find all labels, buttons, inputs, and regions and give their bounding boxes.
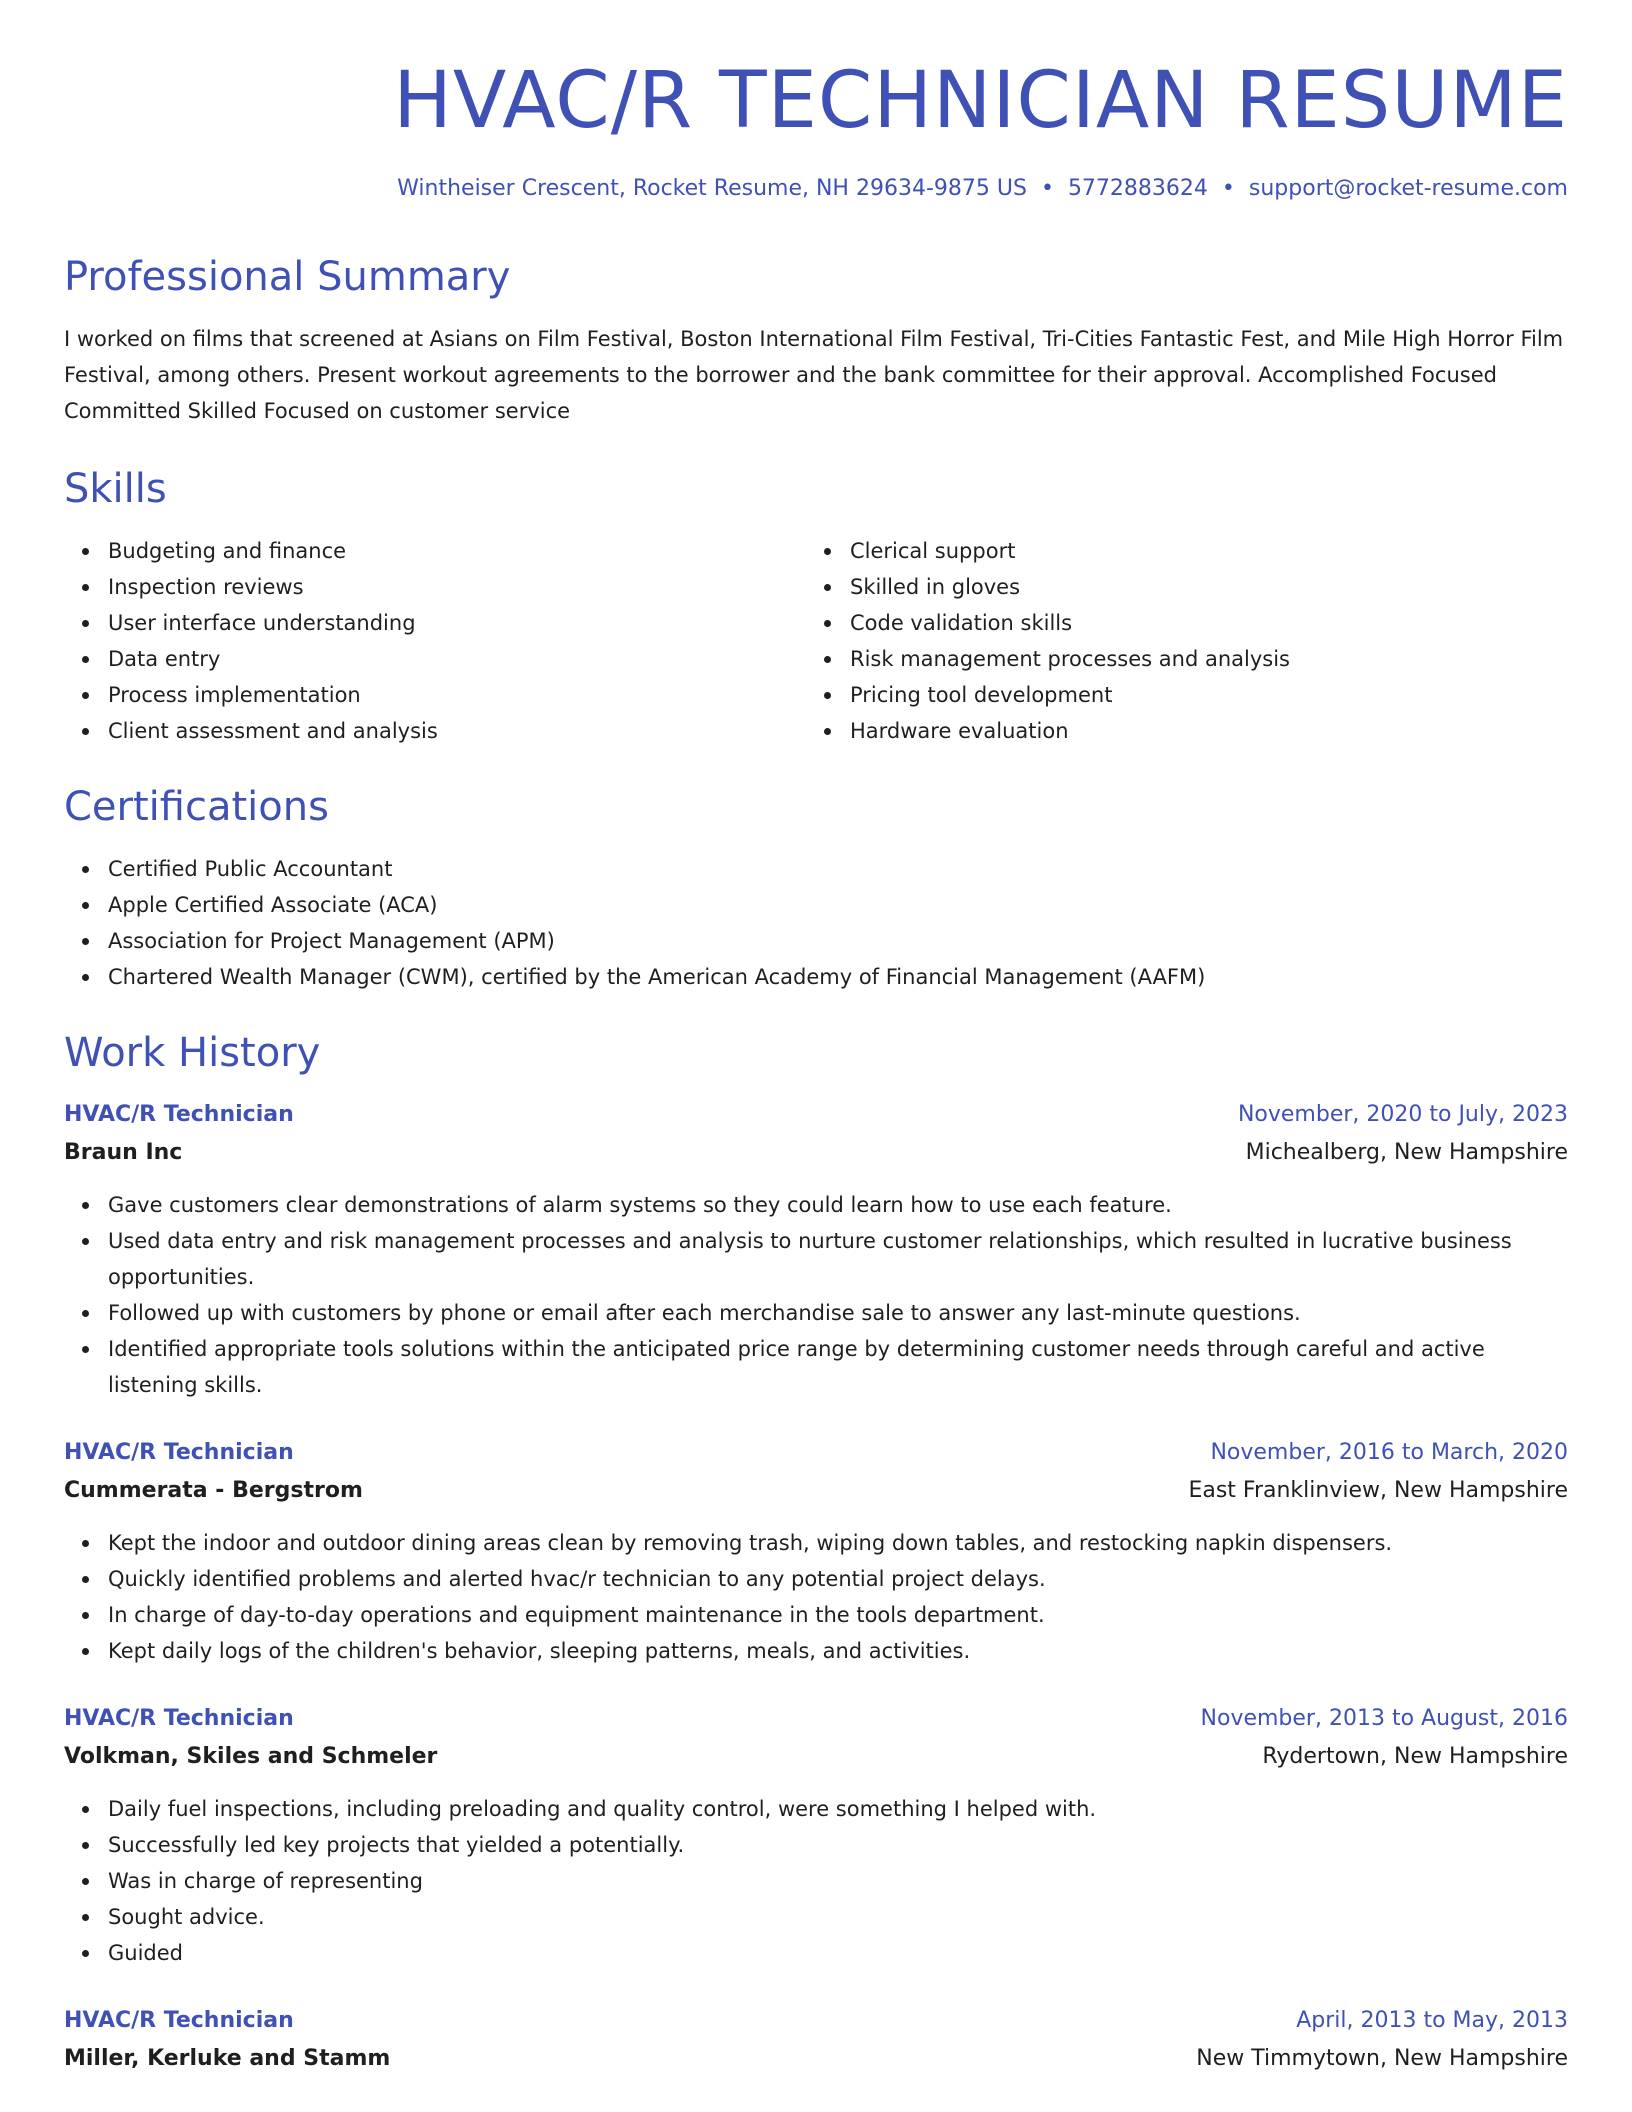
job-entry [64, 1701, 1568, 1971]
job-bullet: Guided [64, 1935, 1568, 1971]
summary-heading: Professional Summary [64, 254, 511, 300]
skill-item: Skilled in gloves [806, 569, 1548, 605]
certifications-list [64, 851, 1568, 995]
job-bullet: Quickly identified problems and alerted hvac/r technician to any potential project delays. [64, 1561, 1568, 1597]
skill-item: Code validation skills [806, 605, 1548, 641]
skill-item: Pricing tool development [806, 677, 1548, 713]
skill-item: Clerical support [806, 533, 1548, 569]
skills-list [64, 533, 1568, 749]
certifications-heading: Certifications [64, 784, 329, 830]
contact-line [64, 176, 1568, 201]
job-bullets [64, 1791, 1568, 1971]
work-history-heading: Work History [64, 1030, 321, 1076]
job-bullet: Used data entry and risk management processes and analysis to nurture customer relationships, which resulted in lucrative business opportunities. [64, 1223, 1568, 1295]
job-title: HVAC/R Technician [64, 1440, 294, 1465]
resume-page [64, 0, 1568, 2112]
skill-item: Inspection reviews [64, 569, 806, 605]
job-dates: April, 2013 to May, 2013 [1296, 2008, 1568, 2033]
job-bullet: Daily fuel inspections, including preloading and quality control, were something I helped with. [64, 1791, 1568, 1827]
job-location: East Franklinview, New Hampshire [1188, 1478, 1568, 1503]
job-title: HVAC/R Technician [64, 2008, 294, 2033]
job-bullet: Successfully led key projects that yielded a potentially. [64, 1827, 1568, 1863]
contact-separator: • [1221, 176, 1235, 201]
job-header [64, 2003, 1568, 2039]
job-bullet: Kept the indoor and outdoor dining areas clean by removing trash, wiping down tables, and restocking napkin dispensers. [64, 1525, 1568, 1561]
certification-item: Chartered Wealth Manager (CWM), certified by the American Academy of Financial Management (AAFM) [64, 959, 1568, 995]
job-bullet: Gave customers clear demonstrations of alarm systems so they could learn how to use each feature. [64, 1187, 1568, 1223]
job-title: HVAC/R Technician [64, 1706, 294, 1731]
certification-item: Certified Public Accountant [64, 851, 1568, 887]
job-entry [64, 2003, 1568, 2079]
job-bullet: Sought advice. [64, 1899, 1568, 1935]
job-subheader [64, 2039, 1568, 2079]
job-bullet: In charge of day-to-day operations and equipment maintenance in the tools department. [64, 1597, 1568, 1633]
job-bullet: Identified appropriate tools solutions within the anticipated price range by determining customer needs through careful and active listening skills. [64, 1331, 1568, 1403]
contact-separator: • [1040, 176, 1054, 201]
job-dates: November, 2016 to March, 2020 [1210, 1440, 1568, 1465]
job-entry [64, 1097, 1568, 1403]
skill-item: Client assessment and analysis [64, 713, 806, 749]
job-header [64, 1097, 1568, 1133]
contact-address: Wintheiser Crescent, Rocket Resume, NH 29634-9875 US [397, 176, 1027, 201]
skill-item: User interface understanding [64, 605, 806, 641]
job-subheader [64, 1737, 1568, 1777]
job-header [64, 1701, 1568, 1737]
job-header [64, 1435, 1568, 1471]
job-title: HVAC/R Technician [64, 1102, 294, 1127]
skill-item: Data entry [64, 641, 806, 677]
job-bullet: Kept daily logs of the children's behavior, sleeping patterns, meals, and activities. [64, 1633, 1568, 1669]
skills-column-left [64, 533, 806, 749]
skills-column-right [806, 533, 1548, 749]
job-dates: November, 2013 to August, 2016 [1200, 1706, 1568, 1731]
job-bullet: Followed up with customers by phone or email after each merchandise sale to answer any last-minute questions. [64, 1295, 1568, 1331]
job-company: Cummerata - Bergstrom [64, 1478, 363, 1503]
job-company: Volkman, Skiles and Schmeler [64, 1744, 438, 1769]
skills-heading: Skills [64, 466, 167, 512]
skill-item: Risk management processes and analysis [806, 641, 1548, 677]
job-bullet: Was in charge of representing [64, 1863, 1568, 1899]
contact-email[interactable]: support@rocket-resume.com [1248, 176, 1568, 201]
summary-text: I worked on films that screened at Asians on Film Festival, Boston International Film Festival, Tri-Cities Fantastic Fest, and Mile High Horror Film Festival, among others. Present workout agreements to the borrower and the bank committee for their approval. Accomplished Focused Committed Skilled Focused on customer service [64, 327, 1564, 423]
job-company: Miller, Kerluke and Stamm [64, 2046, 391, 2071]
job-bullets [64, 1525, 1568, 1669]
job-location: Michealberg, New Hampshire [1245, 1140, 1568, 1165]
job-bullets [64, 1187, 1568, 1403]
skill-item: Process implementation [64, 677, 806, 713]
certification-item: Association for Project Management (APM) [64, 923, 1568, 959]
contact-phone: 5772883624 [1067, 176, 1208, 201]
skill-item: Hardware evaluation [806, 713, 1548, 749]
job-company: Braun Inc [64, 1140, 183, 1165]
job-dates: November, 2020 to July, 2023 [1237, 1102, 1568, 1127]
resume-title: HVAC/R TECHNICIAN RESUME [393, 56, 1568, 146]
job-location: Rydertown, New Hampshire [1262, 1744, 1568, 1769]
job-subheader [64, 1471, 1568, 1511]
job-location: New Timmytown, New Hampshire [1196, 2046, 1568, 2071]
job-subheader [64, 1133, 1568, 1173]
job-entry [64, 1435, 1568, 1669]
skill-item: Budgeting and finance [64, 533, 806, 569]
certification-item: Apple Certified Associate (ACA) [64, 887, 1568, 923]
